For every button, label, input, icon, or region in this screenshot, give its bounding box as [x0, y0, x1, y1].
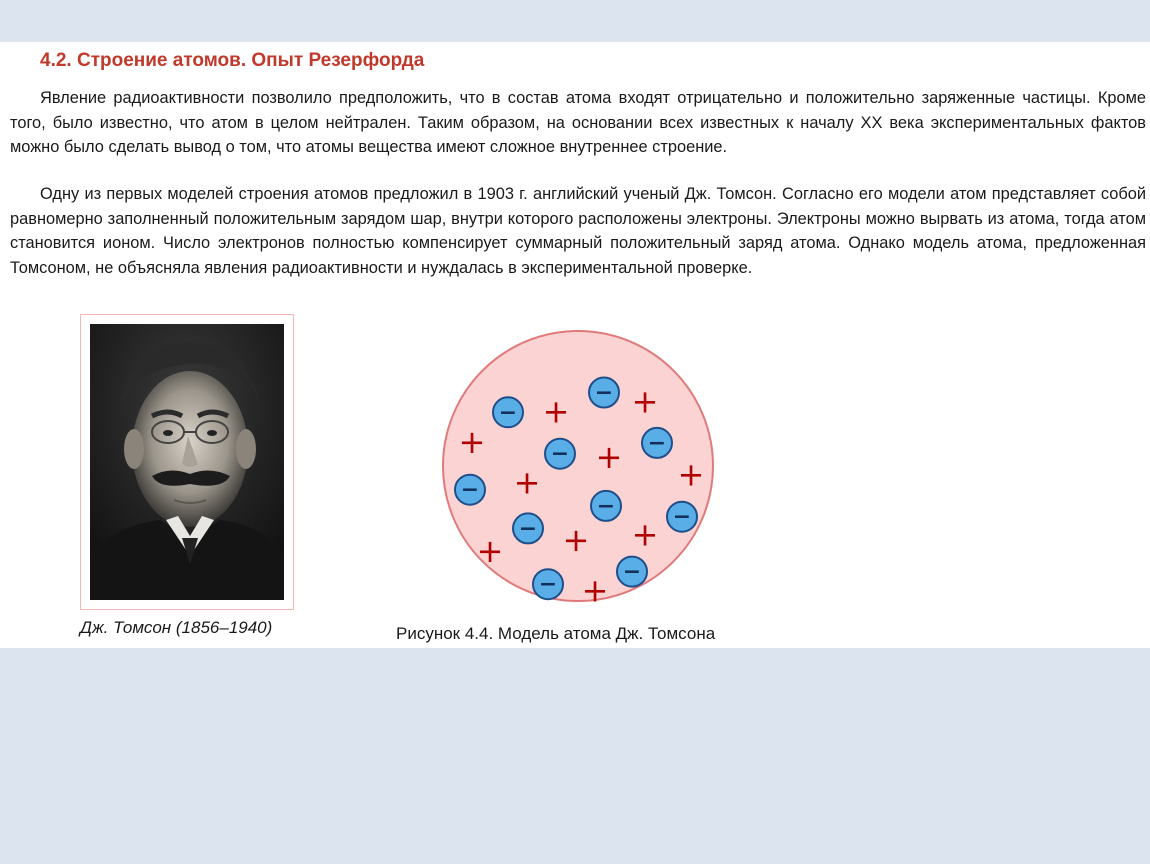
electron — [591, 491, 621, 521]
electron — [533, 569, 563, 599]
electron-sign: − — [596, 493, 616, 519]
electron — [642, 428, 672, 458]
atom-model-diagram — [440, 328, 716, 604]
paragraph-1: Явление радиоактивности позволило предположить, что в состав атома входят отрицательно и положительно заряженные частицы. Кроме того, было известно, что атом в целом нейтрален. Таким образом, на основании всех известных к началу XX века экспериментальных фактов можно было сделать вывод о том, что атомы вещества имеют сложное внутреннее строение. — [10, 89, 1146, 156]
electron-sign: − — [622, 559, 642, 585]
document-page — [0, 42, 1150, 648]
portrait-frame — [80, 314, 294, 610]
section-title: 4.2. Строение атомов. Опыт Резерфорда — [40, 50, 425, 71]
thomson-atom-figure — [440, 328, 716, 604]
electron-sign: − — [672, 504, 692, 530]
positive-charge: + — [476, 531, 504, 570]
electron-sign: − — [550, 441, 570, 467]
electron-sign: − — [518, 516, 538, 542]
positive-charge: + — [513, 463, 541, 502]
electron-sign: − — [498, 400, 518, 426]
paragraph-2: Одну из первых моделей строения атомов предложил в 1903 г. английский ученый Дж. Томсон. Согласно его модели атом представляет собой равномерно заполненный положительным зарядом шар, внутри которого расположены электроны. Электроны можно вырвать из атома, тогда атом становится ионом. Число электронов полностью компенсирует суммарный положительный заряд атома. Однако модель атома, предложенная Томсоном, не объясняла явления радиоактивности и нуждалась в экспериментальной проверке. — [10, 185, 1146, 277]
portrait-caption: Дж. Томсон (1856–1940) — [80, 618, 273, 637]
electron — [545, 439, 575, 469]
portrait-image — [90, 324, 284, 600]
portrait-photo — [90, 324, 284, 600]
positive-charge: + — [677, 455, 705, 494]
electron — [617, 557, 647, 587]
positive-charge: + — [562, 521, 590, 559]
electron-sign: − — [647, 430, 667, 456]
electron — [493, 397, 523, 427]
electron-sign: − — [538, 572, 558, 598]
electron — [589, 378, 619, 408]
positive-charge: + — [581, 571, 609, 604]
positive-charge: + — [631, 382, 659, 421]
positive-charge: + — [595, 438, 623, 477]
electron — [513, 513, 543, 543]
electron-sign: − — [594, 380, 614, 406]
electron-sign: − — [460, 477, 480, 503]
figure-caption: Рисунок 4.4. Модель атома Дж. Томсона — [396, 624, 716, 643]
positive-charge: + — [458, 422, 486, 461]
electron — [455, 475, 485, 505]
positive-charge: + — [542, 392, 570, 431]
positive-charge: + — [631, 515, 659, 554]
electron — [667, 502, 697, 532]
